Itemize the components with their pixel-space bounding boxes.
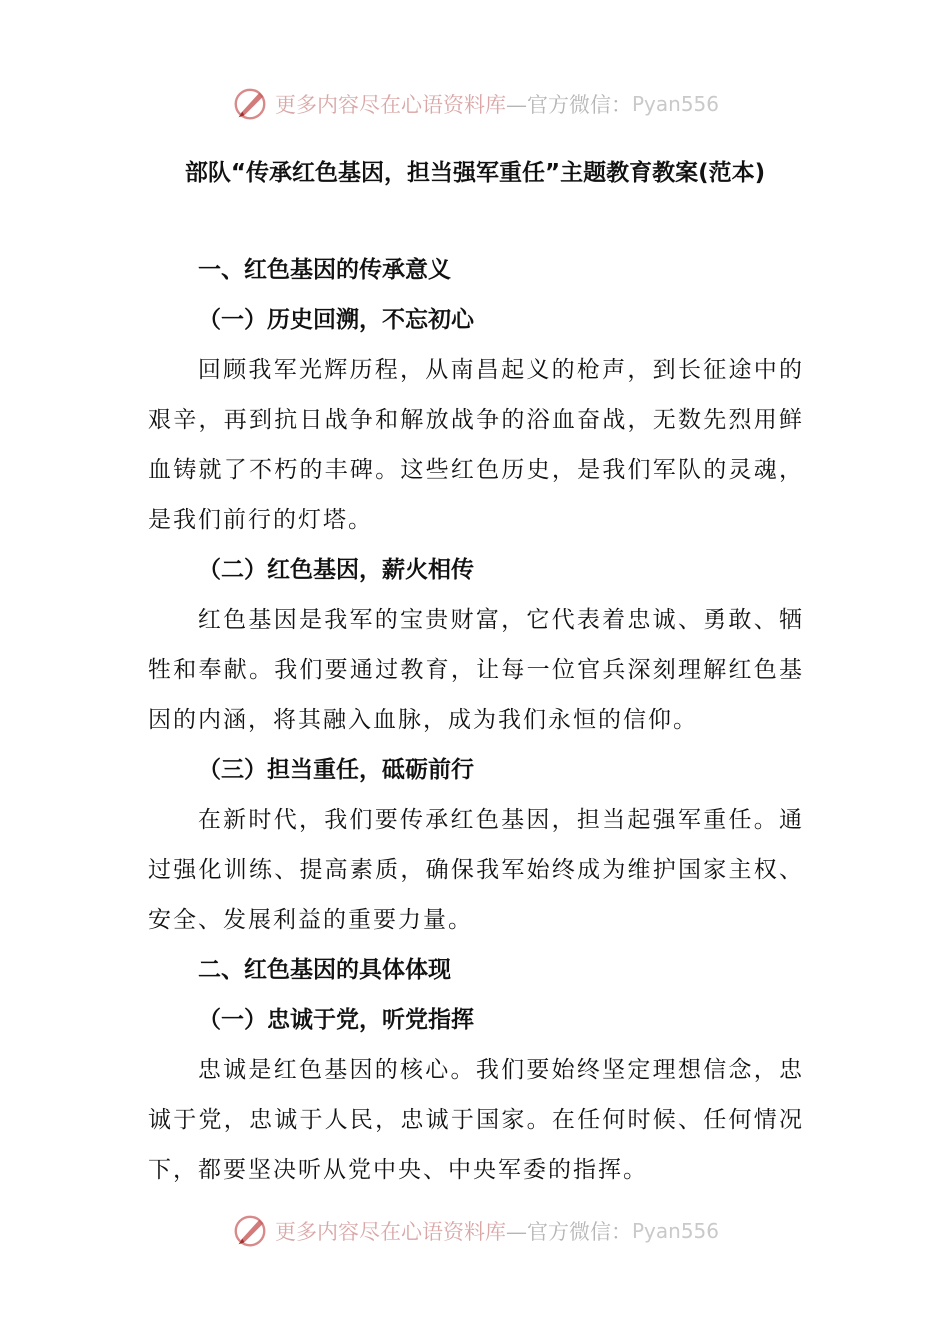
watermark-text: 更多内容尽在心语资料库 [274,93,506,117]
footer-watermark [0,1211,950,1251]
paragraph: 红色基因是我军的宝贵财富，它代表着忠诚、勇敢、牺牲和奉献。我们要通过教育，让每一位官兵深刻理解红色基因的内涵，将其融入血脉，成为我们永恒的信仰。 [148,607,804,733]
pen-logo-icon [231,85,269,123]
watermark-separator: —官方微信： [505,1220,632,1244]
subsection-heading: （二）红色基因，薪火相传 [198,557,474,583]
paragraph: 回顾我军光辉历程，从南昌起义的枪声，到长征途中的艰辛，再到抗日战争和解放战争的浴血奋战，无数先烈用鲜血铸就了不朽的丰碑。这些红色历史，是我们军队的灵魂，是我们前行的灯塔。 [148,357,804,533]
subsection-heading: （一）忠诚于党，听党指挥 [198,1007,474,1033]
pen-logo-icon [231,1212,269,1250]
header-watermark [0,84,950,124]
section-heading-1: 一、红色基因的传承意义 [198,257,451,283]
subsection-heading: （三）担当重任，砥砺前行 [198,757,474,783]
document-title: 部队“传承红色基因，担当强军重任”主题教育教案(范本) [184,160,766,186]
document-body [148,245,804,1195]
subsection-heading: （一）历史回溯，不忘初心 [198,307,474,333]
watermark-separator: —官方微信： [505,93,632,117]
watermark-wechat-id: Pyan556 [631,92,719,116]
paragraph: 在新时代，我们要传承红色基因，担当起强军重任。通过强化训练、提高素质，确保我军始终成为维护国家主权、安全、发展利益的重要力量。 [148,807,804,933]
watermark-wechat-id: Pyan556 [631,1219,719,1243]
paragraph: 忠诚是红色基因的核心。我们要始终坚定理想信念，忠诚于党，忠诚于人民，忠诚于国家。在任何时候、任何情况下，都要坚决听从党中央、中央军委的指挥。 [148,1057,804,1183]
watermark-text: 更多内容尽在心语资料库 [274,1220,506,1244]
section-heading-2: 二、红色基因的具体体现 [198,957,451,983]
